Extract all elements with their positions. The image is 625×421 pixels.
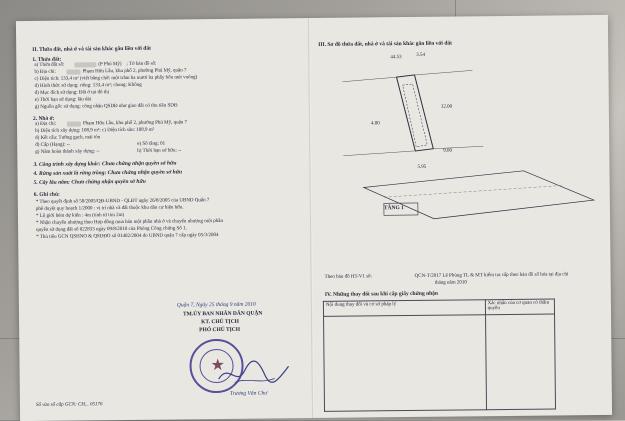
land-heading: 1. Thửa đất: xyxy=(32,56,62,63)
redaction xyxy=(67,121,81,126)
notes-heading: 6. Ghi chú: xyxy=(33,191,60,198)
changes-col-confirmation: Xác nhận của cơ quan có thẩm quyền xyxy=(485,299,554,315)
note-line: phê duyệt quy hoạch 1/2000 : vị trí nhà và đất thuộc khu dân cư hiện hữu. xyxy=(35,205,184,212)
signer-name: Trương Văn Chư xyxy=(229,390,268,397)
road-outline xyxy=(364,170,594,219)
land-purpose: đ) Mục đích sử dụng: Đất ở tại đô thị xyxy=(34,90,110,96)
land-area: c) Diện tích: 133,4 m² (viết bằng chữ: một trăm ba mươi ba phẩy bốn mét vuông) xyxy=(34,75,198,82)
house-area: b) Diện tích xây dựng: 108,9 m²; c) Diện tích sàn: 108,9 m² xyxy=(35,127,155,134)
sign-role-vice-chair: PHÓ CHỦ TỊCH xyxy=(199,326,241,334)
plan-note-right: QCN-T/2017 Lê Phùng TL & MT kiểm tra cấp theo bản đồ số hóa tại địa chỉ xyxy=(414,272,569,279)
right-page xyxy=(312,15,612,418)
land-map-sheet: ; Tờ bản đồ số: xyxy=(126,61,157,67)
star-icon: ★ xyxy=(210,356,225,375)
plan-floor-label: TẦNG 1 xyxy=(383,205,404,212)
plan-dimension: 3.54 xyxy=(416,52,426,58)
plan-note-date: tháng năm 2010 xyxy=(434,280,467,286)
note-line: * Lộ giới hẻm dự kiến : 4m (tính từ tim 2m) xyxy=(35,212,125,219)
other-constructions: 3. Công trình xây dựng khác: Chưa chứng nhận quyền sở hữu xyxy=(33,160,177,168)
sign-role-deputy: KT. CHỦ TỊCH xyxy=(201,318,239,326)
plan-note-left: Theo bản đồ HT-V1 số: xyxy=(324,274,372,280)
planted-forest: 4. Rừng sản xuất là rừng trồng: Chưa chứng nhận quyền sở hữu xyxy=(33,169,183,177)
note-line: * Nhận chuyển nhượng theo Hợp đồng mua bán một phần nhà ở và chuyển nhượng một phần xyxy=(36,218,223,226)
note-line: * Thủ tiêu GCN QSHNO & QSDĐO số 01402/2004 do UBND quận 7 cấp ngày 05/3/2004 xyxy=(36,233,219,240)
sign-organization: TM.ỦY BAN NHÂN DÂN QUẬN xyxy=(182,310,263,318)
section-2-title: II. Thửa đất, nhà ở và tài sản khác gắn liền với đất xyxy=(32,45,151,53)
house-structure: d) Kết cấu: Tường gạch, mái tôn xyxy=(35,135,101,141)
note-line: quyền sử dụng đất số 022833 ngày 09/8/2010 của Phòng Công chứng Số 1. xyxy=(36,226,187,233)
land-address-label: b) Địa chỉ: xyxy=(34,69,56,75)
section-3-title: III. Sơ đồ thửa đất, nhà ở và tài sản khác gắn liền với đất xyxy=(318,40,452,48)
changes-col-content: Nội dung thay đổi và cơ sở pháp lý xyxy=(323,300,485,317)
house-address-label: a) Địa chỉ: xyxy=(34,121,57,127)
land-usage-form: d) Hình thức sử dụng: riêng: 133,4 m²; chung: Không xyxy=(34,82,142,89)
register-number: Số vào sổ cấp GCN: CH... 05176 xyxy=(35,402,103,408)
changes-table xyxy=(323,298,556,411)
house-grade: đ) Cấp (Hạng): -- xyxy=(35,142,71,148)
land-parcel-no: a) Thửa đất số: xyxy=(34,62,65,68)
house-address: Phạm Hữu Lầu, khu phố 2, phường Phú Mỹ, quận 7 xyxy=(82,120,188,127)
land-certificate-document xyxy=(16,15,612,421)
plan-dimension: 12.00 xyxy=(440,104,453,110)
house-heading: 2. Nhà ở: xyxy=(32,115,55,122)
house-floors: e) Số tầng: 01 xyxy=(137,141,166,147)
plan-dimension: 9.00 xyxy=(443,148,453,154)
plan-dimension: 5.95 xyxy=(417,164,427,170)
plan-dimension: 44.53 xyxy=(390,55,402,61)
section-4-title: IV. Những thay đổi sau khi cấp giấy chứng nhận xyxy=(324,290,439,298)
parcel-site-plan xyxy=(322,35,608,268)
redaction xyxy=(66,69,80,74)
signature-icon xyxy=(214,356,294,389)
perennial-trees: 5. Cây lâu năm: Chưa chứng nhận quyền sở hữu xyxy=(33,178,146,186)
house-year: g) Năm hoàn thành xây dựng: -- xyxy=(35,149,100,155)
plan-dimension: 4.00 xyxy=(370,121,380,127)
house-ownership-term: h) Thời hạn sở hữu: -- xyxy=(137,148,182,154)
sign-date: Quận 7, Ngày 25 tháng 9 năm 2010 xyxy=(176,301,256,309)
land-address: Phạm Hữu Lầu, khu phố 2, phường Phú Mỹ, quận 7 xyxy=(82,68,187,75)
left-page xyxy=(16,18,310,421)
land-origin: g) Nguồn gốc sử dụng: công nhận QSDĐ như giao đất có thu tiền SDĐ xyxy=(34,103,178,110)
land-parcel-ward: (P Phú Mỹ) xyxy=(98,62,122,68)
redaction xyxy=(74,62,96,67)
note-line: * Theo quyết định số 58/2005/QĐ-UBND - QLĐT ngày 26/8/2005 của UBND Quận 7 xyxy=(35,198,210,205)
land-term: e) Thời hạn sử dụng: lâu dài xyxy=(34,97,92,103)
